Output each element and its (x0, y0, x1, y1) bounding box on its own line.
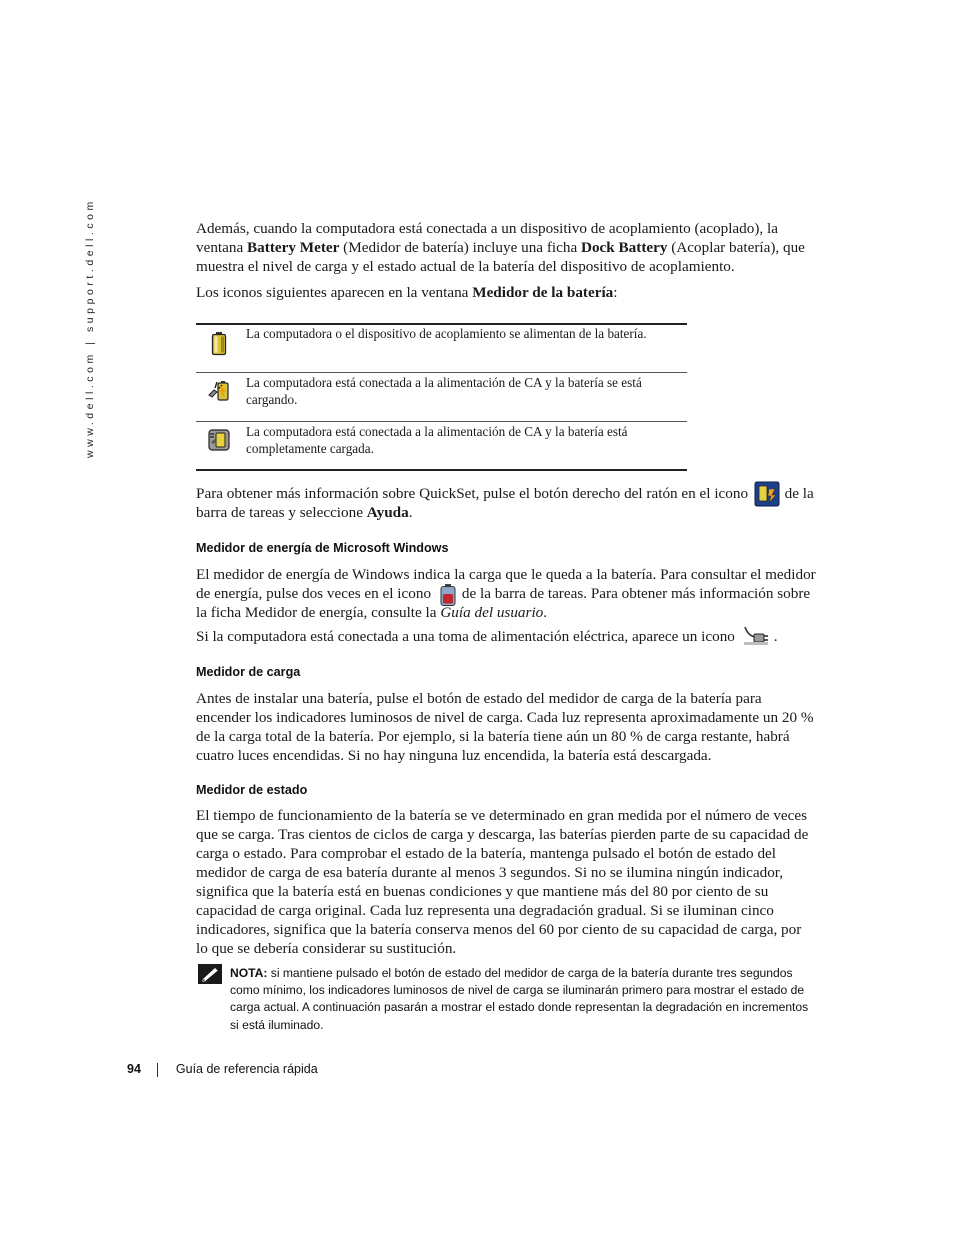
page-footer (127, 1062, 318, 1077)
charging-plug-icon (206, 377, 232, 403)
quickset-paragraph (196, 484, 816, 522)
plug-full-battery-icon (206, 427, 232, 453)
section-heading: Medidor de estado (196, 783, 308, 797)
quickset-text-1: Para obtener más información sobre QuickSet, pulse el botón derecho del ratón en el icono (196, 485, 749, 502)
power-meter-battery-icon (438, 583, 458, 607)
quickset-text-2: de la barra de tareas y seleccione (196, 485, 814, 521)
dock-battery-term: Dock Battery (581, 239, 668, 256)
icons-intro-paragraph (196, 283, 816, 302)
section-heading: Medidor de carga (196, 665, 301, 679)
intro-text-3: (Acoplar batería), que muestra el nivel de carga y el estado actual de la batería del dispositivo de acoplamiento. (196, 239, 805, 275)
windows-ac-text-1: Si la computadora está conectada a una toma de alimentación eléctrica, aparece un icono (196, 628, 735, 645)
table-bottom-rule (196, 469, 687, 471)
quickset-text-3: . (408, 504, 413, 521)
note-pencil-icon (198, 964, 222, 984)
battery-icon (206, 330, 232, 356)
battery-meter-term: Battery Meter (247, 239, 340, 256)
window-name-term: Medidor de la batería (472, 284, 614, 301)
windows-ac-paragraph (196, 627, 816, 646)
page-number: 94 (127, 1062, 141, 1076)
table-row-text: La computadora está conectada a la alimentación de CA y la batería se está cargando. (246, 375, 642, 407)
intro-text-2: (Medidor de batería) incluye una ficha (339, 239, 581, 256)
icons-intro-text-2: : (613, 284, 618, 301)
table-row (196, 422, 687, 469)
sidebar-url: www.dell.com | support.dell.com (84, 198, 96, 458)
windows-text-3: . (543, 604, 548, 621)
footer-title: Guía de referencia rápida (175, 1062, 318, 1076)
note-label: NOTA: (230, 966, 268, 980)
health-meter-paragraph: El tiempo de funcionamiento de la batería se ve determinado en gran medida por el número de veces que se carga. Tras cientos de ciclos de carga y descarga, las baterías pierden parte de su capacidad de carga o estado. Para comprobar el estado de la batería, mantenga pulsado el botón de estado del medidor de carga de esa batería durante al menos 3 segundos. Si no se ilumina ningún indicador, significa que la batería está en buenas condiciones y que mantiene más del 80 por ciento de su capacidad de carga original. Cada luz representa una degradación gradual. Si se iluminan cinco indicadores, significa que la batería conserva menos del 60 por ciento de su capacidad de carga, por lo que se debería considerar su sustitución. (196, 807, 809, 957)
note-paragraph (230, 965, 818, 1034)
note-body: si mantiene pulsado el botón de estado del medidor de carga de la batería durante tres segundos como mínimo, los indicadores luminosos de nivel de carga se iluminarán primero para mostrar el estado de carga actual. A continuación pasarán a mostrar el estado donde representan la degradación en incrementos si está iluminado. (230, 966, 809, 1032)
icons-intro-text-1: Los iconos siguientes aparecen en la ventana (196, 284, 473, 301)
table-row-text: La computadora o el dispositivo de acoplamiento se alimentan de la batería. (246, 326, 647, 341)
intro-paragraph (196, 219, 816, 276)
users-guide-term: Guía del usuario (440, 604, 544, 621)
ac-plug-icon (742, 623, 770, 647)
table-row-text: La computadora está conectada a la alimentación de CA y la batería está completamente cargada. (246, 424, 628, 456)
windows-ac-text-2: . (773, 628, 778, 645)
table-row (196, 373, 687, 421)
ayuda-term: Ayuda (366, 504, 409, 521)
charge-meter-paragraph: Antes de instalar una batería, pulse el botón de estado del medidor de carga de la batería para encender los indicadores luminosos de nivel de carga. Cada luz representa aproximadamente un 20 % de la carga total de la batería. Por ejemplo, si la batería tiene aún un 80 % de carga restante, habrá cuatro luces encendidas. Si no hay ninguna luz encendida, la batería está descargada. (196, 690, 814, 764)
windows-meter-paragraph (196, 565, 816, 622)
windows-text-1: El medidor de energía de Windows indica la carga que le queda a la batería. Para consultar el medidor de energía, pulse dos veces en el icono (196, 566, 816, 602)
footer-separator (157, 1063, 158, 1077)
windows-text-2: de la barra de tareas. Para obtener más información sobre la ficha Medidor de energía, consulte la (196, 585, 811, 621)
intro-text-1: Además, cuando la computadora está conectada a un dispositivo de acoplamiento (acoplado), la ventana (196, 220, 778, 256)
table-row (196, 323, 687, 371)
quickset-icon (754, 481, 780, 507)
section-heading: Medidor de energía de Microsoft Windows (196, 541, 449, 555)
